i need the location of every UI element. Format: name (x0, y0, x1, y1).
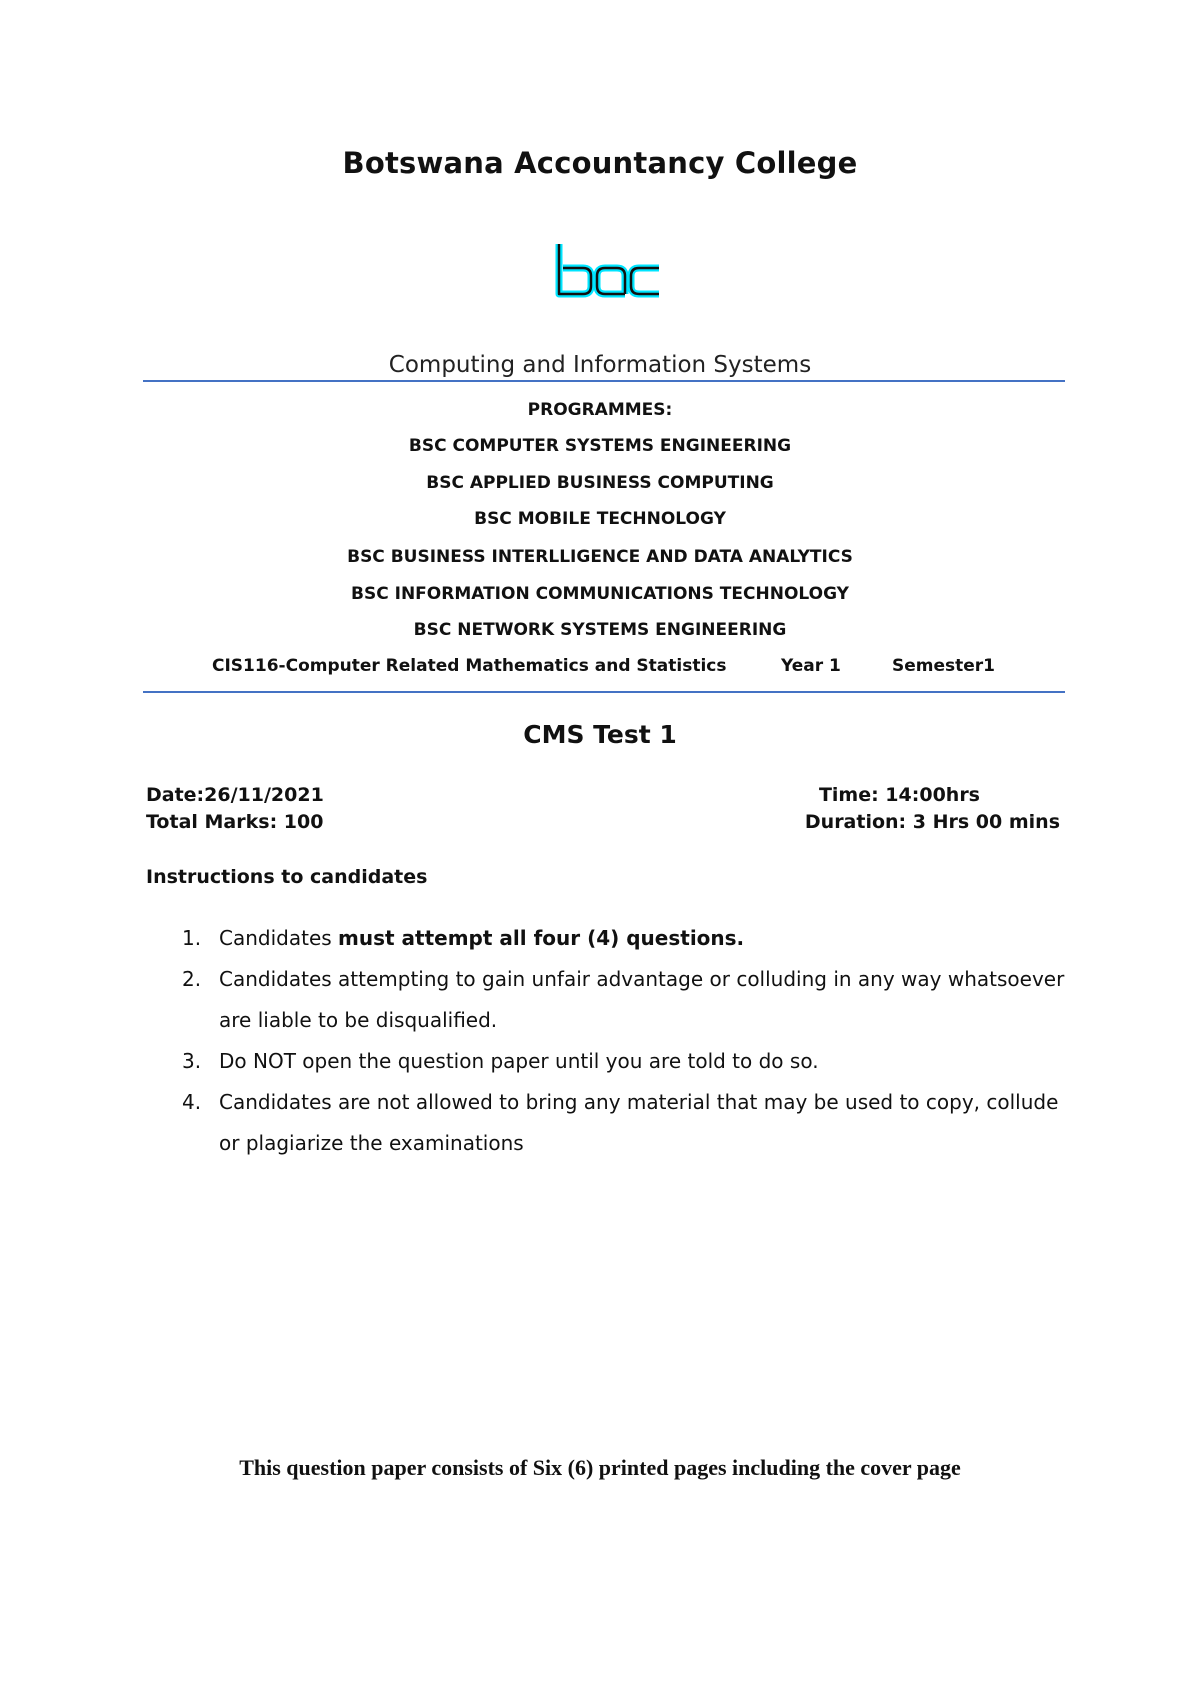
instructions-heading: Instructions to candidates (146, 866, 428, 888)
instruction-item (146, 1041, 1076, 1082)
instruction-item (146, 918, 1076, 959)
logo-letter-c (631, 268, 659, 294)
course-year: Year 1 (781, 656, 841, 676)
header-divider (143, 380, 1065, 382)
instruction-number: 2. (182, 967, 202, 991)
instructions-list (146, 918, 1076, 1164)
college-name: Botswana Accountancy College (342, 146, 858, 180)
course-name: CIS116-Computer Related Mathematics and Statistics (212, 656, 727, 676)
instruction-emphasis: must attempt all four (4) questions. (338, 926, 745, 950)
programme-item: BSC COMPUTER SYSTEMS ENGINEERING (408, 436, 792, 456)
total-marks: Total Marks: 100 (146, 811, 324, 833)
course-info-row (0, 656, 1200, 680)
instruction-number: 4. (182, 1090, 202, 1114)
department-name: Computing and Information Systems (388, 352, 812, 378)
test-duration: Duration: 3 Hrs 00 mins (804, 811, 1060, 833)
instruction-text: Candidates attempting to gain unfair advantage or colluding in any way whatsoever are liable to be disqualified. (219, 967, 1065, 1032)
test-time: Time: 14:00hrs (818, 784, 980, 806)
instruction-item (146, 959, 1076, 1041)
instruction-text: Candidates (219, 926, 339, 950)
programme-item: BSC NETWORK SYSTEMS ENGINEERING (413, 620, 787, 640)
instruction-item (146, 1082, 1076, 1164)
programmes-heading: PROGRAMMES: (527, 400, 673, 420)
instruction-text: Do NOT open the question paper until you are told to do so. (219, 1049, 819, 1073)
instruction-text: Candidates are not allowed to bring any material that may be used to copy, collude or plagiarize the examinations (219, 1090, 1059, 1155)
test-title: CMS Test 1 (523, 720, 677, 749)
instruction-number: 3. (182, 1049, 202, 1073)
logo-letter-a (597, 268, 625, 294)
instruction-number: 1. (182, 926, 202, 950)
programme-item: BSC INFORMATION COMMUNICATIONS TECHNOLOGY (351, 584, 849, 604)
programme-item: BSC APPLIED BUSINESS COMPUTING (426, 473, 774, 493)
programme-item: BSC BUSINESS INTERLLIGENCE AND DATA ANALYTICS (347, 547, 853, 567)
course-divider (143, 691, 1065, 693)
logo-letter-b (559, 244, 591, 294)
test-date: Date:26/11/2021 (146, 784, 324, 806)
college-logo (553, 240, 663, 302)
programme-item: BSC MOBILE TECHNOLOGY (474, 509, 726, 529)
course-semester: Semester1 (892, 656, 996, 676)
page-count-note: This question paper consists of Six (6) printed pages including the cover page (239, 1455, 961, 1480)
